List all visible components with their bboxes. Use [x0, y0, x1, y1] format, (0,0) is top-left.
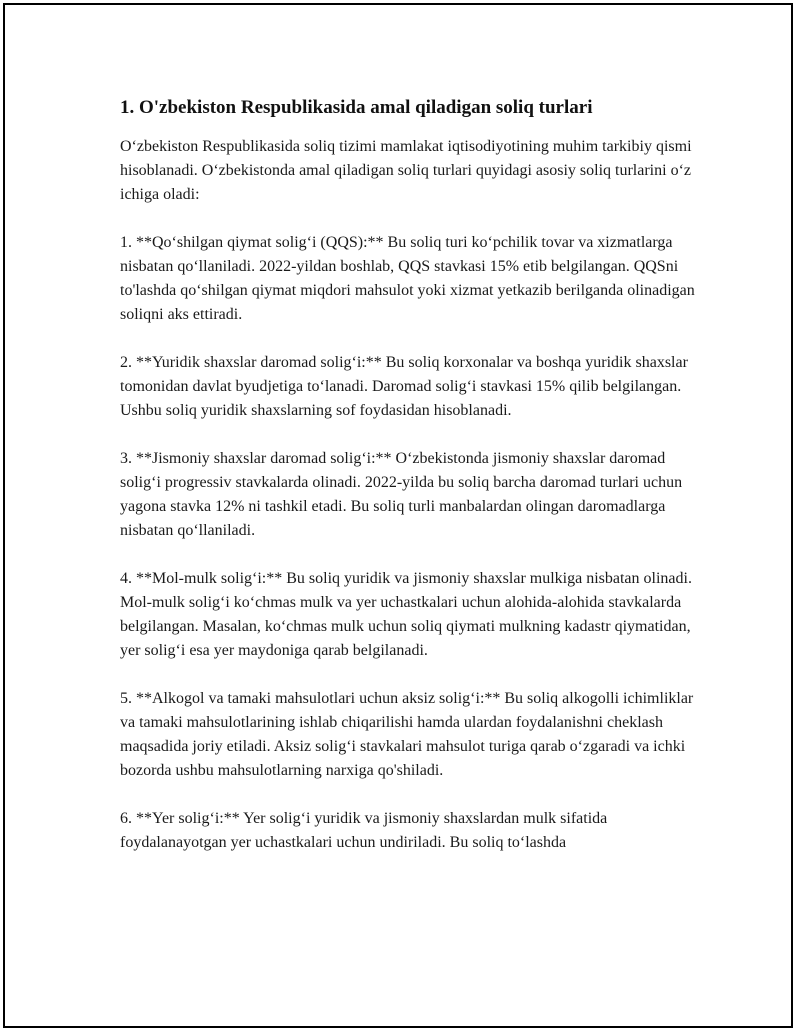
paragraph-land-tax: 6. **Yer solig‘i:** Yer solig‘i yuridik va jismoniy shaxslardan mulk sifatida foydalanayotgan yer uchastkalari uchun undiriladi. Bu soliq to‘lashda — [120, 810, 608, 851]
document-title: 1. O'zbekiston Respublikasida amal qiladigan soliq turlari — [120, 97, 593, 118]
paragraph-excise-tax: 5. **Alkogol va tamaki mahsulotlari uchun aksiz solig‘i:** Bu soliq alkogolli ichimliklar va tamaki mahsulotlarining ishlab chiqarilishi hamda ulardan foydalanishni cheklash maqsadida joriy etiladi. Aksiz solig‘i stavkalari mahsulot turiga qarab o‘zgaradi va ichki bozorda ushbu mahsulotlarning narxiga qo'shiladi. — [120, 690, 694, 779]
paragraph-property-tax: 4. **Mol-mulk solig‘i:** Bu soliq yuridik va jismoniy shaxslar mulkiga nisbatan olinadi. Mol-mulk solig‘i ko‘chmas mulk va yer uchastkalari uchun alohida-alohida stavkalarda belgilangan. Masalan, ko‘chmas mulk uchun soliq qiymati mulkning kadastr qiymatidan, yer solig‘i esa yer maydoniga qarab belgilanadi. — [120, 570, 692, 659]
paragraph-personal-income-tax: 3. **Jismoniy shaxslar daromad solig‘i:** O‘zbekistonda jismoniy shaxslar daromad solig‘i progressiv stavkalarda olinadi. 2022-yilda bu soliq barcha daromad turlari uchun yagona stavka 12% ni tashkil etadi. Bu soliq turli manbalardan olingan daromadlarga nisbatan qo‘llaniladi. — [120, 450, 683, 539]
paragraph-corporate-income-tax: 2. **Yuridik shaxslar daromad solig‘i:** Bu soliq korxonalar va boshqa yuridik shaxslar tomonidan davlat byudjetiga to‘lanadi. Daromad solig‘i stavkasi 15% qilib belgilangan. Ushbu soliq yuridik shaxslarning sof foydasidan hisoblanadi. — [120, 354, 688, 419]
document-page — [3, 3, 793, 1028]
paragraph-qqs: 1. **Qo‘shilgan qiymat solig‘i (QQS):** Bu soliq turi ko‘pchilik tovar va xizmatlarga nisbatan qo‘llaniladi. 2022-yildan boshlab, QQS stavkasi 15% etib belgilangan. QQSni to'lashda qo‘shilgan qiymat miqdori mahsulot yoki xizmat yetkazib berilganda olinadigan soliqni aks ettiradi. — [120, 234, 695, 323]
intro-paragraph: O‘zbekiston Respublikasida soliq tizimi mamlakat iqtisodiyotining muhim tarkibiy qismi hisoblanadi. O‘zbekistonda amal qiladigan soliq turlari quyidagi asosiy soliq turlarini o‘z ichiga oladi: — [120, 138, 692, 203]
document-body — [120, 96, 700, 879]
